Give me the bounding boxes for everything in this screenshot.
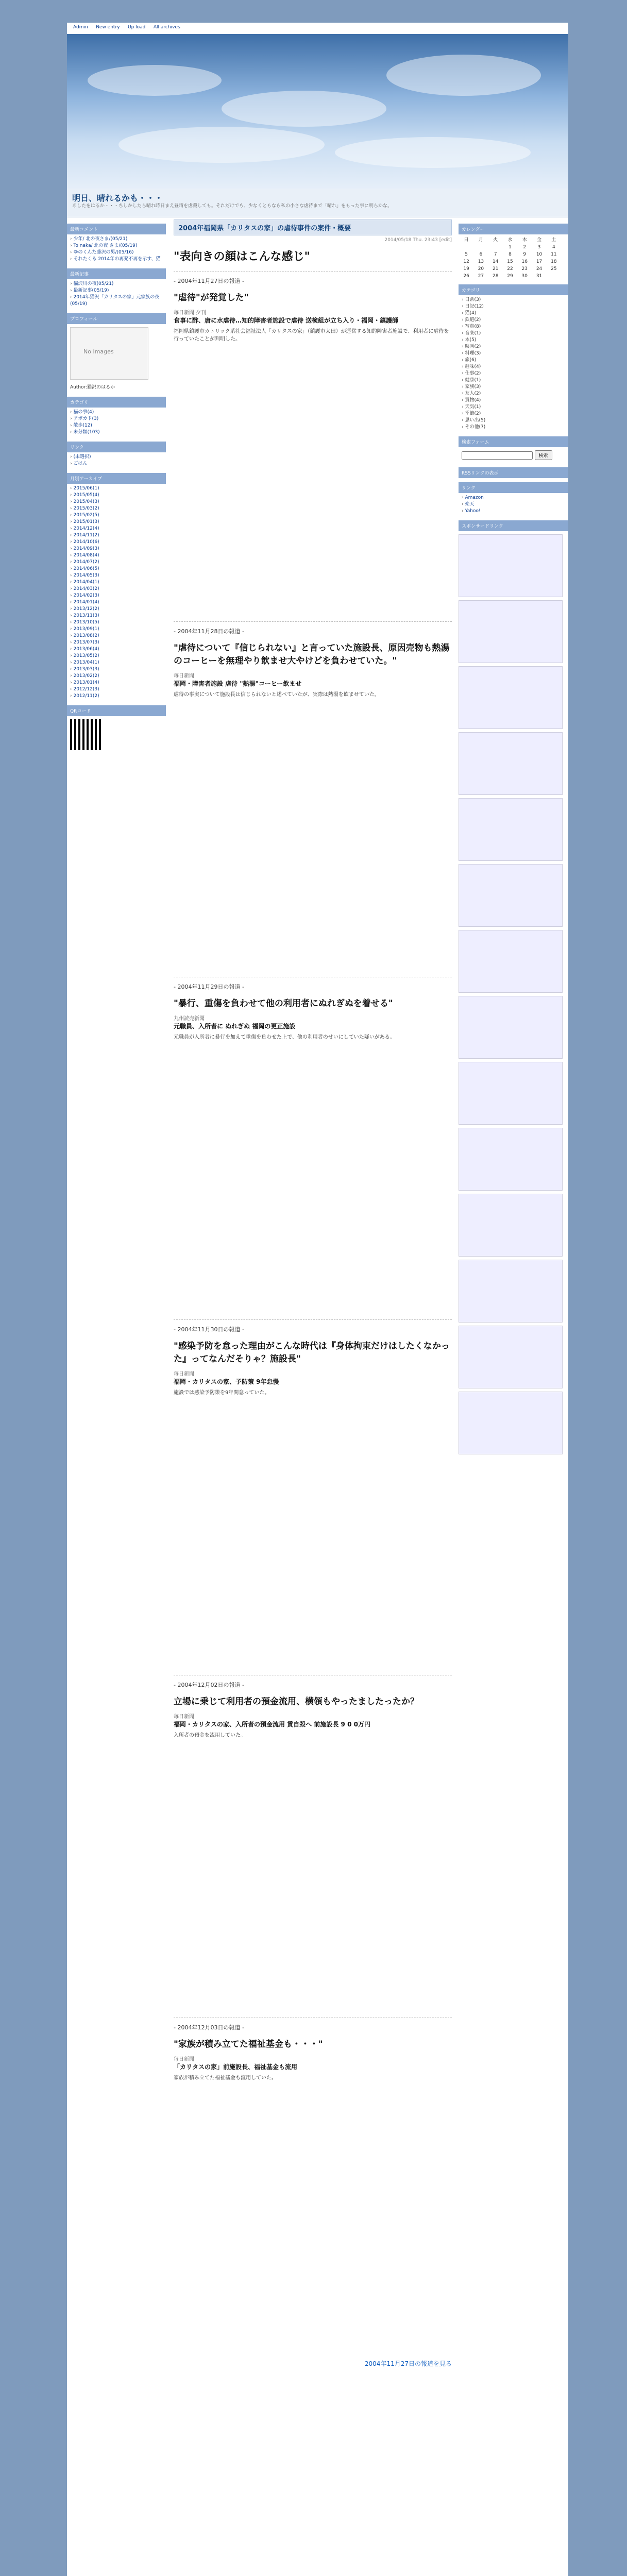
right-sidebar — [459, 219, 568, 1458]
rss-heading: RSSリンクの表示 — [459, 467, 568, 478]
block-text: 福岡県鎮護市カトリック系社会福祉法人「カリタスの家」（鎮護市太田）が運営する知的障害者施設で、利用者に虐待を行っていたことが判明した。 — [174, 329, 449, 342]
list-item[interactable]: › 2014年猫沢「カリタスの家」元家族の夜(05/19) — [70, 294, 163, 308]
block-filler — [174, 1044, 452, 1312]
list-item[interactable]: › To naka/ 北の夜 さま/(05/19) — [70, 243, 163, 249]
archive-item[interactable]: › 2012/12(3) — [70, 686, 163, 693]
category-item[interactable]: › 買物(4) — [462, 397, 565, 404]
archive-item[interactable]: › 2013/10(5) — [70, 619, 163, 626]
category-item[interactable]: › 写真(8) — [462, 324, 565, 330]
block-date: - 2004年11月29日の報道 - — [174, 984, 244, 990]
category-item[interactable]: › 思い出(5) — [462, 417, 565, 424]
block-date: - 2004年11月28日の報道 - — [174, 628, 244, 635]
search-input[interactable] — [462, 451, 533, 460]
category-item[interactable]: › 季節(2) — [462, 411, 565, 417]
ad-banner[interactable] — [459, 1392, 563, 1454]
category-item[interactable]: › 料理(3) — [462, 350, 565, 357]
entry-title[interactable]: 2004年福岡県「カリタスの家」の虐待事件の案件・概要 — [174, 219, 452, 235]
archive-item[interactable]: › 2014/12(4) — [70, 526, 163, 532]
category-item[interactable]: › 友人(2) — [462, 391, 565, 397]
archive-item[interactable]: › 2015/05(4) — [70, 492, 163, 499]
category-list — [67, 408, 166, 437]
ad-banner[interactable] — [459, 1194, 563, 1257]
qr-heading: QRコード — [67, 705, 166, 716]
header-banner — [67, 34, 568, 189]
list-item[interactable]: › Yahoo! — [462, 508, 565, 515]
archive-item[interactable]: › 2014/05(3) — [70, 572, 163, 579]
archive-item[interactable]: › 2013/11(3) — [70, 613, 163, 619]
list-item[interactable]: › アボカド(3) — [70, 416, 163, 422]
friends-list — [459, 493, 568, 516]
category-item[interactable]: › 趣味(4) — [462, 364, 565, 370]
block-source: 九州読売新聞 — [174, 1016, 205, 1022]
latest-entries-list — [67, 279, 166, 309]
search-button[interactable]: 検索 — [535, 450, 552, 460]
list-item[interactable]: › 最新記事(05/19) — [70, 287, 163, 294]
read-more-link[interactable]: 2004年11月27日の報道を見る — [364, 2360, 452, 2367]
block-source: 毎日新聞 — [174, 1714, 194, 1720]
recent-comments-heading: 最新コメント — [67, 224, 166, 234]
news-block — [174, 1675, 452, 2010]
category-item[interactable]: › 映画(2) — [462, 344, 565, 350]
ads-heading: スポンサードリンク — [459, 520, 568, 531]
latest-entries-heading: 最新記事 — [67, 268, 166, 279]
list-item[interactable]: › 楽天 — [462, 501, 565, 508]
archive-item[interactable]: › 2013/06(4) — [70, 646, 163, 653]
news-blocks — [174, 271, 452, 2353]
block-filler — [174, 702, 452, 970]
block-text: 虐待の事実について施設長は信じられないと述べていたが、実際は熱湯を飲ませていた。 — [174, 692, 380, 698]
category-item[interactable]: › 健康(1) — [462, 377, 565, 384]
block-headline: "暴行、重傷を負わせて他の利用者にぬれぎぬを着せる" — [174, 998, 393, 1009]
category-item[interactable]: › 鉄道(2) — [462, 317, 565, 324]
archive-item[interactable]: › 2014/11(2) — [70, 532, 163, 539]
block-filler — [174, 1400, 452, 1668]
news-block — [174, 271, 452, 614]
blog-title[interactable]: 明日、晴れるかも・・・ — [72, 193, 163, 203]
archive-item[interactable]: › 2014/01(4) — [70, 599, 163, 606]
ad-banner[interactable] — [459, 930, 563, 993]
nav-upload[interactable]: Up load — [127, 25, 146, 30]
block-date: - 2004年12月03日の報道 - — [174, 2024, 244, 2031]
profile-heading: プロフィール — [67, 313, 166, 324]
block-date: - 2004年11月30日の報道 - — [174, 1326, 244, 1333]
block-filler — [174, 346, 452, 614]
category-item[interactable]: › 日記(12) — [462, 303, 565, 310]
search-heading: 検索フォーム — [459, 436, 568, 447]
calendar: 日 月 火 水 木 金 土 1 2 3 4 5 6 7 8 9 10 11 12 13 14 15 16 17 18 19 20 21 22 23 24 25 26 27 28 29 30 31 — [463, 238, 557, 279]
ad-banner[interactable] — [459, 732, 563, 795]
block-subhead: 福岡・カリタスの家、予防策 9年怠慢 — [174, 1378, 279, 1385]
archive-list — [67, 484, 166, 701]
block-text: 家族が積み立てた福祉基金も流用していた。 — [174, 2075, 277, 2081]
ad-banner[interactable] — [459, 1260, 563, 1323]
category-item[interactable]: › 家族(3) — [462, 384, 565, 391]
block-subhead: 元職員、入所者に ぬれぎぬ 福岡の更正施設 — [174, 1023, 296, 1030]
archive-item[interactable]: › 2014/08(4) — [70, 552, 163, 559]
list-item[interactable]: › ごはん — [70, 461, 163, 467]
block-headline: "虐待"が発覚した" — [174, 293, 249, 303]
block-date: - 2004年12月02日の報道 - — [174, 1682, 244, 1688]
archive-item[interactable]: › 2013/07(3) — [70, 639, 163, 646]
ad-banner[interactable] — [459, 1326, 563, 1388]
archive-item[interactable]: › 2013/01(4) — [70, 680, 163, 686]
block-text: 元職員が入所者に暴行を加えて重傷を負わせた上で、他の利用者のせいにしていた疑いがある。 — [174, 1035, 395, 1040]
profile-image: No Images — [70, 327, 148, 380]
block-headline: "家族が積み立てた福祉基金も・・・" — [174, 2039, 323, 2049]
category-item[interactable]: › 本(5) — [462, 337, 565, 344]
archive-item[interactable]: › 2014/10(6) — [70, 539, 163, 546]
archive-item[interactable]: › 2013/03(3) — [70, 666, 163, 673]
archive-item[interactable]: › 2014/07(2) — [70, 559, 163, 566]
archive-item[interactable]: › 2015/02(5) — [70, 512, 163, 519]
archive-item[interactable]: › 2015/06(1) — [70, 485, 163, 492]
news-block — [174, 977, 452, 1312]
links-heading: リンク — [67, 442, 166, 452]
ad-banner[interactable] — [459, 996, 563, 1059]
left-sidebar — [67, 219, 166, 753]
qr-code — [70, 719, 101, 750]
category-item[interactable]: › 仕事(2) — [462, 370, 565, 377]
list-item[interactable]: › 猫の事(4) — [70, 409, 163, 416]
top-nav — [67, 23, 568, 34]
archive-item[interactable]: › 2013/12(2) — [70, 606, 163, 613]
list-item[interactable]: › 散歩(12) — [70, 422, 163, 429]
right-category-list — [459, 295, 568, 432]
calendar-heading: カレンダー — [459, 224, 568, 234]
entry-headline: "表向きの顔はこんな感じ" — [174, 250, 310, 263]
list-item[interactable]: › 猫沢川の夜(05/21) — [70, 281, 163, 287]
block-subhead: 「カリタスの家」前施設長、福祉基金も流用 — [174, 2063, 298, 2071]
category-item[interactable]: › 猫(4) — [462, 310, 565, 317]
category-item[interactable]: › 旅(6) — [462, 357, 565, 364]
archive-item[interactable]: › 2012/11(2) — [70, 693, 163, 700]
archive-item[interactable]: › 2014/09(3) — [70, 546, 163, 552]
ad-banner[interactable] — [459, 1128, 563, 1191]
categories-heading: カテゴリ — [67, 397, 166, 408]
right-categories-heading: カテゴリ — [459, 284, 568, 295]
category-item[interactable]: › 音楽(1) — [462, 330, 565, 337]
block-subhead: 食事に酢、唐に水虐待…知的障害者施設で虐待 送検組が立ち入り・福岡・鎮護師 — [174, 317, 399, 324]
ad-banner[interactable] — [459, 864, 563, 927]
ad-banner[interactable] — [459, 1062, 563, 1125]
block-date: - 2004年11月27日の報道 - — [174, 278, 244, 284]
archive-item[interactable]: › 2013/04(1) — [70, 659, 163, 666]
list-item[interactable]: › (未選択) — [70, 454, 163, 461]
block-headline: "感染予防を怠った理由がこんな時代は『身体拘束だけはしたくなかった』ってなんだそりゃ？施設長" — [174, 1341, 450, 1364]
blog-intro — [67, 189, 568, 217]
list-item[interactable]: › 未分類(103) — [70, 429, 163, 436]
recent-comments-list — [67, 234, 166, 264]
archive-item[interactable]: › 2015/03(2) — [70, 505, 163, 512]
page-wrap — [67, 34, 568, 2576]
archive-item[interactable]: › 2013/09(1) — [70, 626, 163, 633]
search-form — [459, 447, 568, 463]
category-item[interactable]: › 日常(3) — [462, 297, 565, 303]
archive-item[interactable]: › 2013/05(2) — [70, 653, 163, 659]
archive-item[interactable]: › 2015/04(3) — [70, 499, 163, 505]
block-headline: "虐待について『信じられない』と言っていた施設長、原因売物も熱湯のコーヒーを無理やり飲ませ大やけどを負わせていた。" — [174, 643, 450, 666]
links-list — [67, 452, 166, 469]
block-filler — [174, 1742, 452, 2010]
block-source: 毎日新聞 — [174, 1371, 194, 1377]
block-filler — [174, 2085, 452, 2353]
category-item[interactable]: › その他(7) — [462, 424, 565, 431]
block-source: 毎日新聞 夕刊 — [174, 310, 207, 316]
archive-item[interactable]: › 2014/06(5) — [70, 566, 163, 572]
ad-banner[interactable] — [459, 600, 563, 663]
archive-item[interactable]: › 2013/08(2) — [70, 633, 163, 639]
block-source: 毎日新聞 — [174, 673, 194, 679]
block-text: 施設では感染予防策を9年間怠っていた。 — [174, 1390, 270, 1396]
list-item[interactable]: › Amazon — [462, 495, 565, 501]
block-headline: 立場に乗じて利用者の預金流用、横領もやったましたったか？ — [174, 1697, 419, 1707]
block-subhead: 福岡・障害者施設 虐待 "熱湯"コーヒー飲ませ — [174, 680, 302, 687]
ad-banner[interactable] — [459, 666, 563, 729]
archive-item[interactable]: › 2014/04(1) — [70, 579, 163, 586]
main-content — [174, 219, 452, 2374]
friends-heading: リンク — [459, 482, 568, 493]
profile-text: Author:猫沢のはるか — [70, 385, 115, 390]
block-subhead: 福岡・カリタスの家、入所者の預金流用 賃自殺へ 前施設長 9 0 0万円 — [174, 1721, 370, 1728]
archive-item[interactable]: › 2015/01(3) — [70, 519, 163, 526]
archive-item[interactable]: › 2013/02(2) — [70, 673, 163, 680]
ad-banner[interactable] — [459, 798, 563, 861]
news-block — [174, 2018, 452, 2353]
category-item[interactable]: › 天気(1) — [462, 404, 565, 411]
nav-new-entry[interactable]: New entry — [96, 25, 120, 30]
block-text: 入所者の預金を流用していた。 — [174, 1733, 246, 1738]
archive-heading: 月別アーカイブ — [67, 473, 166, 484]
list-item[interactable]: › ゆのくんた藤沢の男/(05/16) — [70, 249, 163, 256]
ad-column — [459, 534, 568, 1454]
archive-item[interactable]: › 2014/03(2) — [70, 586, 163, 592]
archive-item[interactable]: › 2014/02(3) — [70, 592, 163, 599]
nav-archives[interactable]: All archives — [153, 25, 180, 30]
blog-description: あしたをはるか・・・ちしかしたら晴れ時日まえ昼晴を虐殺しても。それだけでも、少なくともなら私の小さな虐待まで「晴れ」をもった事に明らかな。 — [72, 204, 393, 209]
block-source: 毎日新聞 — [174, 2057, 194, 2062]
nav-admin[interactable]: Admin — [73, 25, 88, 30]
news-block — [174, 1319, 452, 1668]
ad-banner[interactable] — [459, 534, 563, 597]
entry-date: 2014/05/18 Thu. 23:43 [edit] — [384, 238, 452, 243]
list-item[interactable]: › 少年/ 北の夜さま/(05/21) — [70, 236, 163, 243]
news-block — [174, 621, 452, 970]
list-item[interactable]: › それたくる 2014年の再発不再を示す、猫 — [70, 256, 163, 263]
